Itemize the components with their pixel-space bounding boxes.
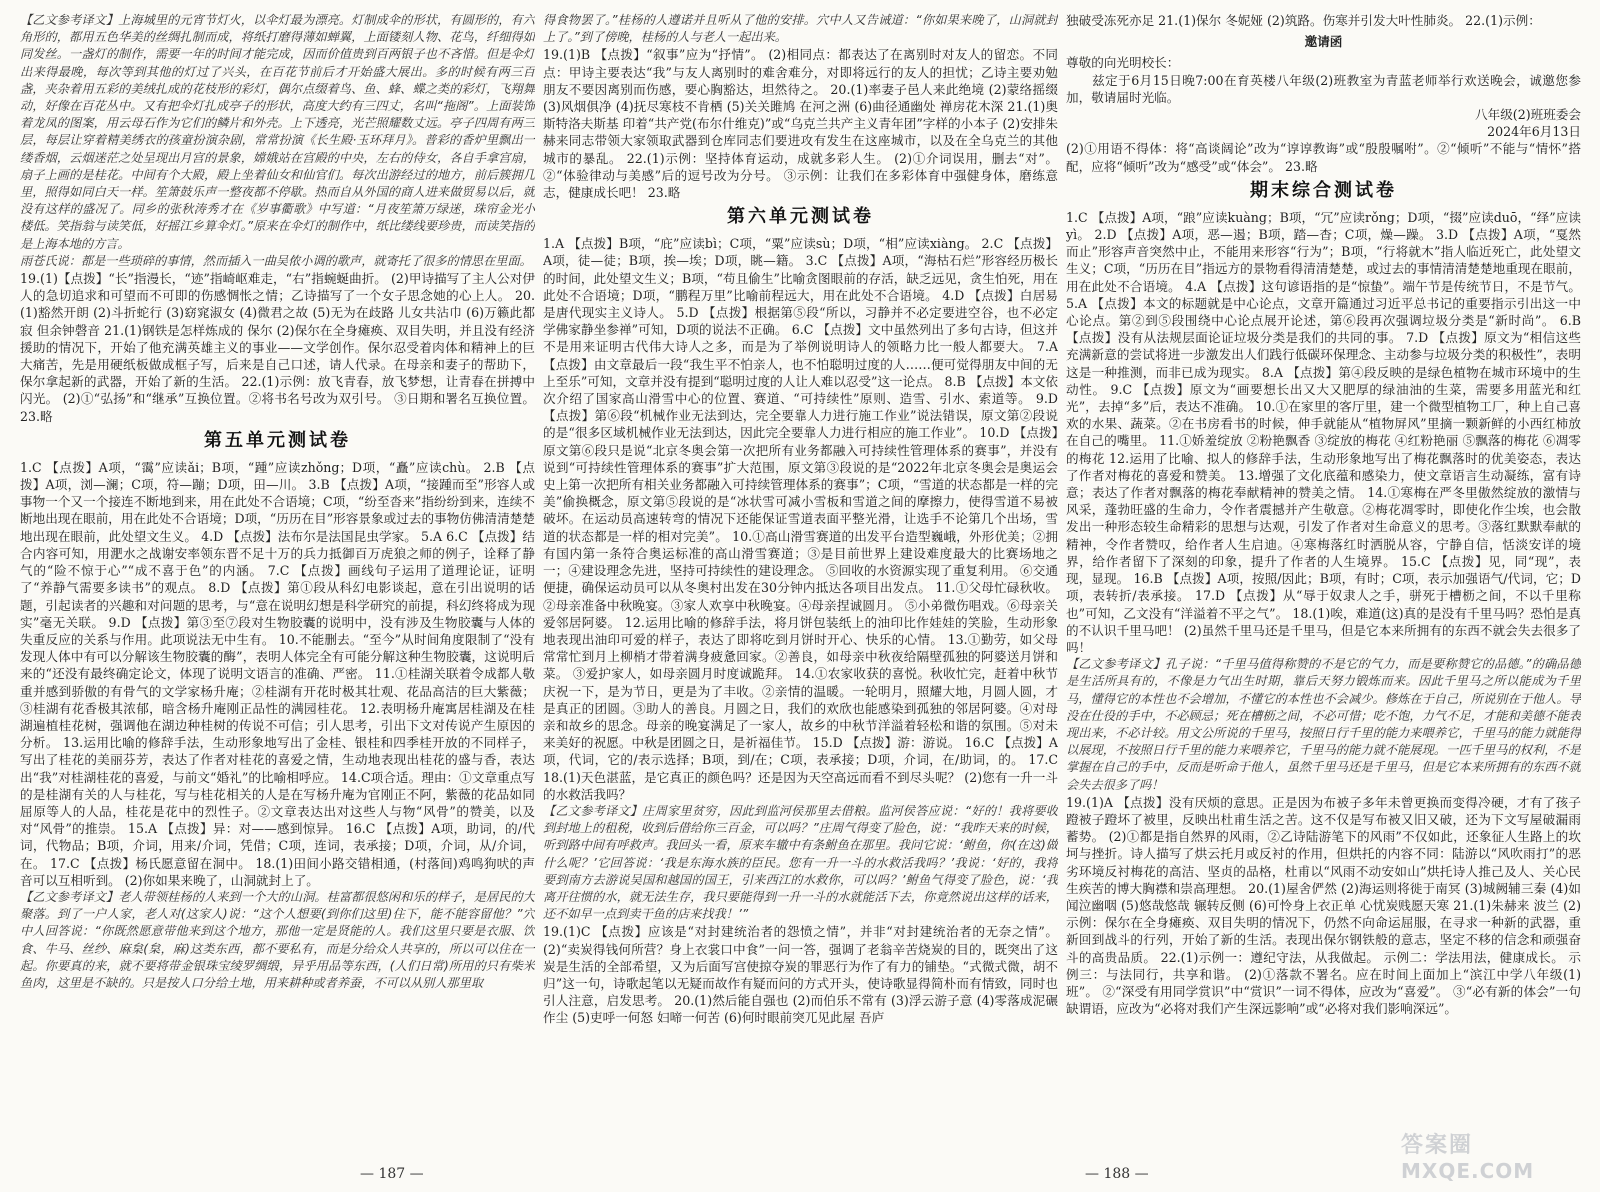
section-heading: 第五单元测试卷	[204, 429, 351, 451]
answer-paragraph: 1.C 【点拨】A项，“踉”应读kuàng；B项，“冗”应读rǒng；D项，“掇”应读duō，“绎”应读yì。 2.D 【点拨】A项，恶—遏；B项，踏—杳；C项，燥—躁。 3.D 【点拨】A项，“戛然而止”形容声音突然中止，不能用来形容“行为”；B项，“行将就木”指人临近死亡，此处望文生义；C项，“历历在目”指远方的景物看得清清楚楚，或过去的事情清清楚楚地重现在眼前，用在此处不合语境。 4.A 【点拨】这句谚语指的是“惊蛰”。端午节是传统节日，不是节气。 5.A 【点拨】本文的标题就是中心论点，文章开篇通过习近平总书记的重要指示引出这一中心论点。第②到⑤段围绕中心论点展开论述，第⑥段再次强调垃圾分类是“新时尚”。 6.B 【点拨】没有从法规层面论证垃圾分类是我们的共同的事。 7.D 【点拨】原文为“相信这些充满新意的尝试将进一步激发出人们践行低碳环保理念、主动参与垃圾分类的积极性”，表明这是一种推测，而非已成为现实。 8.A 【点拨】第④段反映的是绿色植物在城市环境中的生动性。 9.C 【点拨】原文为“画要想长出又大又肥厚的绿油油的生菜，需要多用蓝光和红光”，去掉“多”后，表达不准确。 10.①在家里的客厅里，建一个微型植物工厂，种上自己喜欢的水果、蔬菜。②在书房看书的时候，伸手就能从“植物屏风”里摘一颗新鲜的小西红柿放在自己的嘴里。 11.①娇羞绽放 ②粉艳飘香 ③绽放的梅花 ④红粉艳丽 ⑤飘落的梅花 ⑥凋零的梅花 12.运用了比喻、拟人的修辞手法，生动形象地写出了梅花飘落时的优美姿态，表达了作者对梅花的喜爱和赞美。 13.增强了文化底蕴和感染力，使文章语言生动凝练，富有诗意；表达了作者对飘落的梅花奉献精神的赞美之情。 14.①寒梅在严冬里傲然绽放的激情与风采，蓬勃旺盛的生命力，令作者震撼并产生敬意。②梅花凋零时，即使化作尘埃，也会散发出一种形态较生命精彩的思想与达观，引发了作者对生命意义的思考。③落红默默奉献的精神，令作者赞叹，给作者人生启迪。④寒梅落红时洒脱从容，宁静自信，恬淡安详的境界，给作者留下了深刻的印象，提升了作者的人生境界。 15.C 【点拨】见，同“现”，表现，显现。 16.B 【点拨】A项，按照/因此；B项，有时；C项，表示加强语气/代词，它；D项，表转折/表承接。 17.D 【点拨】从“辱于奴隶人之手，骈死于槽枥之间，不以千里称也”可知，乙文没有“洋溢着不平之气”。 18.(1)唉，难道(这)真的是没有千里马吗？恐怕是真的不认识千里马吧！ (2)虽然千里马还是千里马，但是它本来所拥有的东西不就会失去很多了吗！	[1066, 209, 1581, 655]
answer-paragraph: (2)①用语不得体：将“高谈阔论”改为“谆谆教诲”或“殷殷嘱咐”。②“倾听”不能与“情怀”搭配，应将“倾听”改为“感受”或“体会”。 23.略	[1066, 141, 1581, 174]
letter-signature-line: 八年级(2)班班委会	[1475, 107, 1581, 123]
answer-paragraph: 尊敬的向光明校长：	[1066, 55, 1180, 71]
answer-paragraph: 19.(1)C 【点拨】应该是“对封建统治者的怨愤之情”，并非“对封建统治者的无奈之情”。 (2)“卖炭得钱何所营？身上衣裳口中食”一问一答，强调了老翁辛苦烧炭的目的，既突出了这炭是生活的全部希望，又为后面写宫使掠夺炭的罪恶行为作了有力的铺垫。“式微式微，胡不归”这一句，诗歌起笔以无疑而故作有疑而问的方式开头，使诗歌显得简朴而有情致，同时也引人注意，启发思考。 20.(1)然后能自强也 (2)而伯乐不常有 (3)浮云游子意 (4)零落成泥碾作尘 (5)吏呼一何怒 妇啼一何苦 (6)何时眼前突兀见此屋 吾庐	[543, 924, 1058, 1026]
translation-paragraph: 得食物罢了。”桂杨的人遵诺并且听从了他的安排。穴中人又告诫道：“你如果来晚了，山洞就封上了。”到了傍晚，桂杨的人与老人一起出来。	[543, 13, 1058, 45]
answer-paragraph: 兹定于6月15日晚7:00在育英楼八年级(2)班教室为青蓝老师举行欢送晚会，诚邀您参加，敬请届时光临。	[1066, 72, 1581, 105]
column-left	[20, 12, 535, 1152]
section-heading: 第六单元测试卷	[727, 206, 874, 228]
column-right	[1066, 12, 1581, 1152]
column-middle	[543, 12, 1058, 1152]
translation-paragraph: 【乙文参考译文】上海城里的元宵节灯火，以伞灯最为漂亮。灯制成伞的形状，有圆形的，有六角形的，都用五色华美的丝绸扎制而成，将纸打磨得薄如蝉翼，上面镂刻人物、花鸟，纤细得如同发丝。一盏灯的制作，需要一年的时间才能完成，因而价值贵到百两银子也不吝惜。但是伞灯出来得最晚，每次等到其他的灯过了兴头，在百花节前后才开始盛大展出。多的时候有两三百盏，夹杂着用五彩的美绒扎成的花枝形的彩灯，偶尔点缀着鸟、鱼、蜂、蝶之类的彩灯，飞翔舞动，好像在百花丛中。又有把伞灯扎成亭子的形状，高度大约有三四丈，名叫“拖阁”。上面装饰着龙凤的图案，用云母石作为它们的鳞片和外壳。上下透亮，光芒照耀数丈远。亭子四周有两三层，每层让穿着精美绣衣的孩童扮演杂剧，常常扮演《长生殿·玉环拜月》。普彩的香炉里飘出一缕香烟，云烟迷茫之处呈现出月宫的景象，嫦娥站在宫殿的中央，左右的侍女，各自手拿宫扇，扇子上画的是桂花。中间有个大殿，殿上坐着仙女和仙官们。每次出游经过的地方，前后簇拥几里，照得如同白天一样。笙箫鼓乐声一整夜都不停歇。热而自从外国的商人进来做贸易以后，就没有这样的盛况了。同乡的张秋涛秀才在《岁事衢歌》中写道：“月夜笙箫万绿迷，珠帘金光小楼低。笑指翁与读笑低，好摇江乡算伞灯。”原来在伞灯的制作中，纸比缕线要珍贵，而读笑指的是上海本地的方言。	[20, 13, 535, 251]
answer-paragraph: 1.C 【点拨】A项，“霭”应读ǎi；B项，“踵”应读zhǒng；D项，“矗”应读chù。 2.B 【点拨】A项，浏—澜；C项，符—蹦；D项，田—川。 3.B 【点拨】A项，“接踵而至”形容人或事物一个又一个接连不断地到来，用在此处不合语境；C项，“纷至沓来”指纷纷到来，连续不断地出现在眼前，用在此处不合语境；D项，“历历在目”形容景象或过去的事物仿佛清清楚楚地出现在眼前，此处望文生义。 4.D 【点拨】法布尔是法国昆虫学家。 5.A 6.C 【点拨】结合内容可知，用淝水之战谢安率领东晋不足十万的兵力抵御百万虎狼之师的例子，诠释了静气的“险不惊于心”“成不喜于色”的内涵。 7.C 【点拨】画线句子运用了道理论证，证明了“养静气需要多读书”的观点。 8.D 【点拨】第①段从科幻电影谈起，意在引出说明的话题，引起读者的兴趣和对问题的思考，与“意在说明幻想是科学研究的前提，科幻终将成为现实”毫无关联。 9.D 【点拨】第③至⑦段对生物胶囊的说明中，没有涉及生物胶囊与人体的失重反应的关系与作用。此项说法无中生有。 10.不能删去。“至今”从时间角度限制了“没有发现人体中有可以分解该生物胶囊的酶”，表明人体完全有可能分解这种生物胶囊，这说明后来的“还没有最终确定论文，体现了说明文语言的准确、严密。 11.①桂湖关联着令成都人敬重并感到骄傲的有骨气的文学家杨升庵；②桂湖有开花时极其壮观、花品高洁的巨大紫薇；③桂湖有花香极其浓郁，暗含杨升庵刚正品性的满园桂花。 12.表明杨升庵寓居桂湖及在桂湖遍植桂花树，强调他在湖边种桂树的传说不可信；引人思考，引出下文对传说产生原因的分析。 13.运用比喻的修辞手法，生动形象地写出了金桂、银桂和四季桂开放的不同样子，写出了桂花的美丽芬芳，表达了作者对桂花的喜爱之情，生动地表现出桂花的盛与香，表达出“我”对桂湖桂花的喜爱，与前文“婚礼”的比喻相呼应。 14.C项合适。理由：①文章重点写的是桂湖有关的人与桂花，写与桂花相关的人是在写杨升庵为官刚正不阿，紫薇的花品如同屈原等人的人品，桂花是花中的烈性子。②文章表达出对这些人与物“风骨”的赞美，以及对“风骨”的推崇。 15.A 【点拨】异：对——感到惊异。 16.C 【点拨】A项，助词，的/代词，代物品；B项，介词，用来/介词，凭借；C项，连词，表承接；D项，介词，从/介词，在。 17.C 【点拨】杨氏愿意留在洞中。 18.(1)田间小路交错相通，(村落间)鸡鸣狗吠的声音可以互相听到。 (2)你如果来晚了，山洞就封上了。	[20, 459, 535, 888]
section-heading: 期末综合测试卷	[1250, 179, 1397, 201]
answer-paragraph: 19.(1)B 【点拨】“叙事”应为“抒情”。 (2)相同点：都表达了在离别时对友人的留恋。不同点：甲诗主要表达“我”与友人离别时的难舍难分，对即将远行的友人的担忧；乙诗主要劝勉朋友不要因离别而伤感，要心胸豁达，坦然待之。 20.(1)率妻子邑人来此绝境 (2)蒙络摇缀 (3)风烟俱净 (4)抚尽寒枝不肯栖 (5)关关雎鸠 在河之洲 (6)曲径通幽处 禅房花木深 21.(1)奥斯特洛夫斯基 印着“共产党(布尔什维克)”或“乌克兰共产主义青年团”字样的小本子 (2)安排朱赫来同志带领大家领取武器到仓库同志们要进攻有发生在这座城市，以及在全乌克兰的其他城市的暴乱。 22.(1)示例：坚持体育运动，成就多彩人生。 (2)①介词误用，删去“对”。 ②“体验律动与美感”后的逗号改为分号。 ③示例：让我们在多彩体育中强健身体，磨练意志，健康成长吧！ 23.略	[543, 47, 1058, 201]
watermark-text-top: 答案圈	[1401, 1133, 1474, 1158]
letter-title: 邀请函	[1304, 34, 1343, 50]
watermark-text-bottom: MXQE.COM	[1401, 1159, 1535, 1183]
page-number-left: — 187 —	[360, 1166, 424, 1182]
answer-paragraph: 19.(1)A 【点拨】没有厌烦的意思。正是因为布被子多年未曾更换而变得冷硬，才有了孩子蹬被子蹬坏了被里，反映出杜甫生活之苦。这不仅是写布被又旧又破，还为下文写屋破漏雨蓄势。 (2)①都是指自然界的风雨，②乙诗陆游笔下的风雨”不仅如此，还象征人生路上的坎坷与挫折。诗人描写了烘云托月或反衬的作用，但烘托的内容不同：陆游以“风吹雨打”的恶劣环境反衬梅花的高洁、坚贞的品格，杜甫以“风雨不动安如山”烘托诗人推己及人、关心民生疾苦的博大胸襟和崇高理想。 20.(1)屋舍俨然 (2)海运则将徙于南冥 (3)城阙辅三秦 (4)如闻泣幽咽 (5)悠哉悠哉 辗转反侧 (6)可怜身上衣正单 心忧炭贱愿天寒 21.(1)朱赫来 波兰 (2)示例：保尔在全身瘫痪、双目失明的情况下，仍然不向命运屈服，在寻求一种新的武器，重新回到战斗的行列，开始了新的生活。表现出保尔钢铁般的意志，坚定不移的信念和顽强奋斗的高贵品质。 22.(1)示例一：遵纪守法，从我做起。 示例二：学法用法，健康成长。 示例三：与法同行，共享和谐。 (2)①落款不署名。应在时间上面加上“滨江中学八年级(1)班”。 ②“深受有用同学赏识”中“赏识”一词不得体，应改为“喜爱”。 ③“必有新的体会”一句缺谓语，应改为“必将对我们产生深远影响”或“必将对我们影响深远”。	[1066, 794, 1581, 1017]
answer-paragraph: 1.A 【点拨】B项，“庇”应读bì；C项，“粟”应读sù；D项，“相”应读xiàng。 2.C 【点拨】A项，徒—徒；B项，挨—埃；D项，眺—籍。 3.C 【点拨】A项，“海枯石烂”形容经历极长的时间，此处望文生义；B项，“苟且偷生”比喻贪图眼前的存活，缺乏远见，贪生怕死，用在此处不合语境；D项，“鹏程万里”比喻前程远大，用在此处不合语境。 4.D 【点拨】白居易是唐代现实主义诗人。 5.D 【点拨】根据第⑤段“所以，习静并不必定要进空谷，也不必定学佛家静坐参禅”可知，D项的说法不正确。 6.C 【点拨】文中虽然列出了多句古诗，但这并不是用来证明古代伟大诗人之多，而是为了举例说明诗人的领略力比一般人都要大。 7.A 【点拨】由文章最后一段“我生平不怕亲人，也不怕聪明过度的人……便可觉得朋友中间的无上至乐”可知，文章并没有提到“聪明过度的人让人难以忍受”这一论点。 8.B 【点拨】本文依次介绍了国家高山滑雪中心的位置、赛道、“可持续性”原则、造雪、引水、索道等。 9.D 【点拨】第⑥段“机械作业无法到达，完全要靠人力进行施工作业”说法错误，原文第②段说的是“很多区域机械作业无法到达，因此完全要靠人力进行相应的施工作业”。 10.D 【点拨】原文第⑥段只是说“北京冬奥会第一次把所有业务都融入可持续性管理体系的赛事”，并没有说到“可持续性管理体系的赛事”扩大范围，原文第③段说的是“2022年北京冬奥会是奥运会史上第一次把所有相关业务都融入可持续管理体系的赛事”；C项，“雪道的状态都是一样的完美”偷换概念，原文第⑤段说的是“冰状雪可减小雪板和雪道之间的摩擦力，使得雪道不易被破坏。在运动员高速转弯的情况下还能保证雪道表面平整光滑，让选手不论第几个出场，雪道的状态都是一样的相对完美”。 10.①高山滑雪赛道的出发平台造型巍峨，外形优美；②拥有国内第一条符合奥运标准的高山滑雪赛道；③是目前世界上建设难度最大的比赛场地之一；④建设理念先进，坚持可持续性的建设理念。 ⑤回收的水资源实现了重复利用。 ⑥交通便捷，确保运动员可以从冬奥村出发在30分钟内抵达各项目出发点。 11.①父母忙碌秋收。②母亲准备中秋晚宴。③家人欢享中秋晚宴。④母亲捏诚圆月。 ⑤小弟微伤唱戏。⑥母亲关爱邻居阿婆。 12.运用比喻的修辞手法，将月饼包装纸上的油印比作娃娃的笑脸，生动形象地表现出油印可爱的样子，表达了即将吃到月饼时开心、快乐的心情。 13.①勤劳，如父母常常忙到月上柳梢才带着满身疲惫回家。②善良，如母亲中秋夜给隔壁孤独的阿婆送月饼和菜。 ③爱护家人，如母亲圆月时度诚跪拜。 14.①农家收获的喜悦。秋收忙完，赶着中秋节庆祝一下，是为节日，更是为了丰收。②亲情的温暖。一轮明月，照耀大地，月圆人圆，才是真正的团圆。③助人的善良。月圆之日，我们的欢欣也能感染到孤独的邻居阿婆。④对母亲和故乡的思念。母亲的晚宴满足了一家人，故乡的中秋节洋溢着轻松和谐的氛围。⑤对未来美好的祝愿。中秋是团圆之日，是祈福佳节。 15.D 【点拨】游：游说。 16.C 【点拨】A项，代词，它的/表示选择；B项，到/在；C项，表承接；D项，介词，在/助词，的。 17.C 18.(1)天色湛蓝，是它真正的颜色吗？还是因为天空高远而看不到尽头呢？ (2)您有一升一斗的水救活我吗？	[543, 236, 1058, 802]
watermark-logo	[1401, 1128, 1586, 1184]
translation-paragraph: 【乙文参考译文】老人带领桂杨的人来到一个大的山洞。桂富都很悠闲和乐的样子，是居民的大聚落。到了一户人家，老人对(这家人)说：“这个人想要(到你们这里)住下，能不能容留他？”穴中人回答说：“你既然愿意带他来到这个地方，那他一定是贤能的人。我们这里只要是衣服、饮食、牛马、丝纱、麻枲(枲，麻)这类东西，都不要私有，而是分给众人共享的，所以可以住在一起。你要真的来，就不要将带金银珠宝绫罗绸缎，异乎用品等东西，(人们日常)所用的只有柴米鱼肉，这里是不缺的。只是按人口分给土地，用来耕种或者养蚕，不可以从别人那里取	[20, 889, 535, 990]
translation-paragraph: 【乙文参考译文】庄周家里贫穷，因此到监河侯那里去借粮。监河侯答应说：“好的！我将要收到封地上的租税，收到后借给你三百金，可以吗？”庄周气得变了脸色，说：“我昨天来的时候，听到路中间有呼救声。我回头一看，原来车辙中有条鲋鱼在那里。我问它说：‘鲋鱼，你(在这)做什么呢？’它回答说：‘我是东海水族的臣民。您有一升一斗的水救活我吗？’我说：‘好的，我将要到南方去游说吴国和越国的国王，引来西江的水救你，可以吗？’鲋鱼气得变了脸色，说：‘我离开往惯的水，就无法生存，我只要能得到一升一斗的水就能活下去，你竟然说出这样的话来，还不如早一点到卖干鱼的店来找我！’”	[543, 803, 1058, 922]
answer-paragraph: 独破受冻死亦足 21.(1)保尔 冬妮娅 (2)筑路。伤寒并引发大叶性肺炎。 22.(1)示例：	[1066, 13, 1541, 28]
translation-paragraph: 雨苍氏说：都是一些琐碎的事情，然而插入一曲吴侬小调的歌声，就寄托了很多的情思在里面。	[20, 253, 532, 268]
answer-paragraph: 19.(1)【点拨】“长”指漫长，“迹”指崎岖难走，“右”指蜿蜒曲折。 (2)甲诗描写了主人公对伊人的急切追求和可望而不可即的伤感惆怅之情；乙诗描写了一个女子思念她的心上人。 20.(1)豁然开朗 (2)斗折蛇行 (3)窈窕淑女 (4)微君之故 (5)无为在歧路 儿女共沾巾 (6)万籁此都寂 但余钟磬音 21.(1)钢铁是怎样炼成的 保尔 (2)保尔在全身瘫痪、双目失明，并且没有经济援助的情况下，开始了他充满英雄主义的事业——文学创作。保尔忍受着肉体和精神上的巨大痛苦，先是用硬纸板做成框子写，后来是自己口述，请人代录。在母亲和妻子的帮助下，保尔拿起新的武器，开始了新的生活。 22.(1)示例：放飞青春，放飞梦想，让青春在拼搏中闪光。 (2)①“弘扬”和“继承”互换位置。②将书名号改为双引号。 ③日期和署名互换位置。 23.略	[20, 271, 535, 424]
translation-paragraph: 【乙文参考译文】孔子说：“千里马值得称赞的不是它的气力，而是要称赞它的品德。”的确品德是生活所具有的，不像是力气出生时期，靠后天努力锻炼而来。因此千里马之所以能成为千里马，懂得它的本性也不会增加，不懂它的本性也不会减少。修炼在于自己，所说别在于他人。导没在仕役的手中，不必顾忌；死在槽枥之间，不必可惜；吃不饱，力气不足，才能和美德不能表现出来，不必计较。用文公所说的千里马，按照日行千里的能力来喂养它，千里马的能力就能得以展现，不按照日行千里的能力来喂养它，千里马的能力就不能展现。一匹千里马的权利，不是掌握在自己的手中，反而是听命于他人，虽然千里马还是千里马，但是它本来所拥有的东西不就会失去很多了吗！	[1066, 657, 1581, 792]
letter-signature-line: 2024年6月13日	[1487, 124, 1581, 140]
page-number-right: — 188 —	[1085, 1166, 1149, 1182]
